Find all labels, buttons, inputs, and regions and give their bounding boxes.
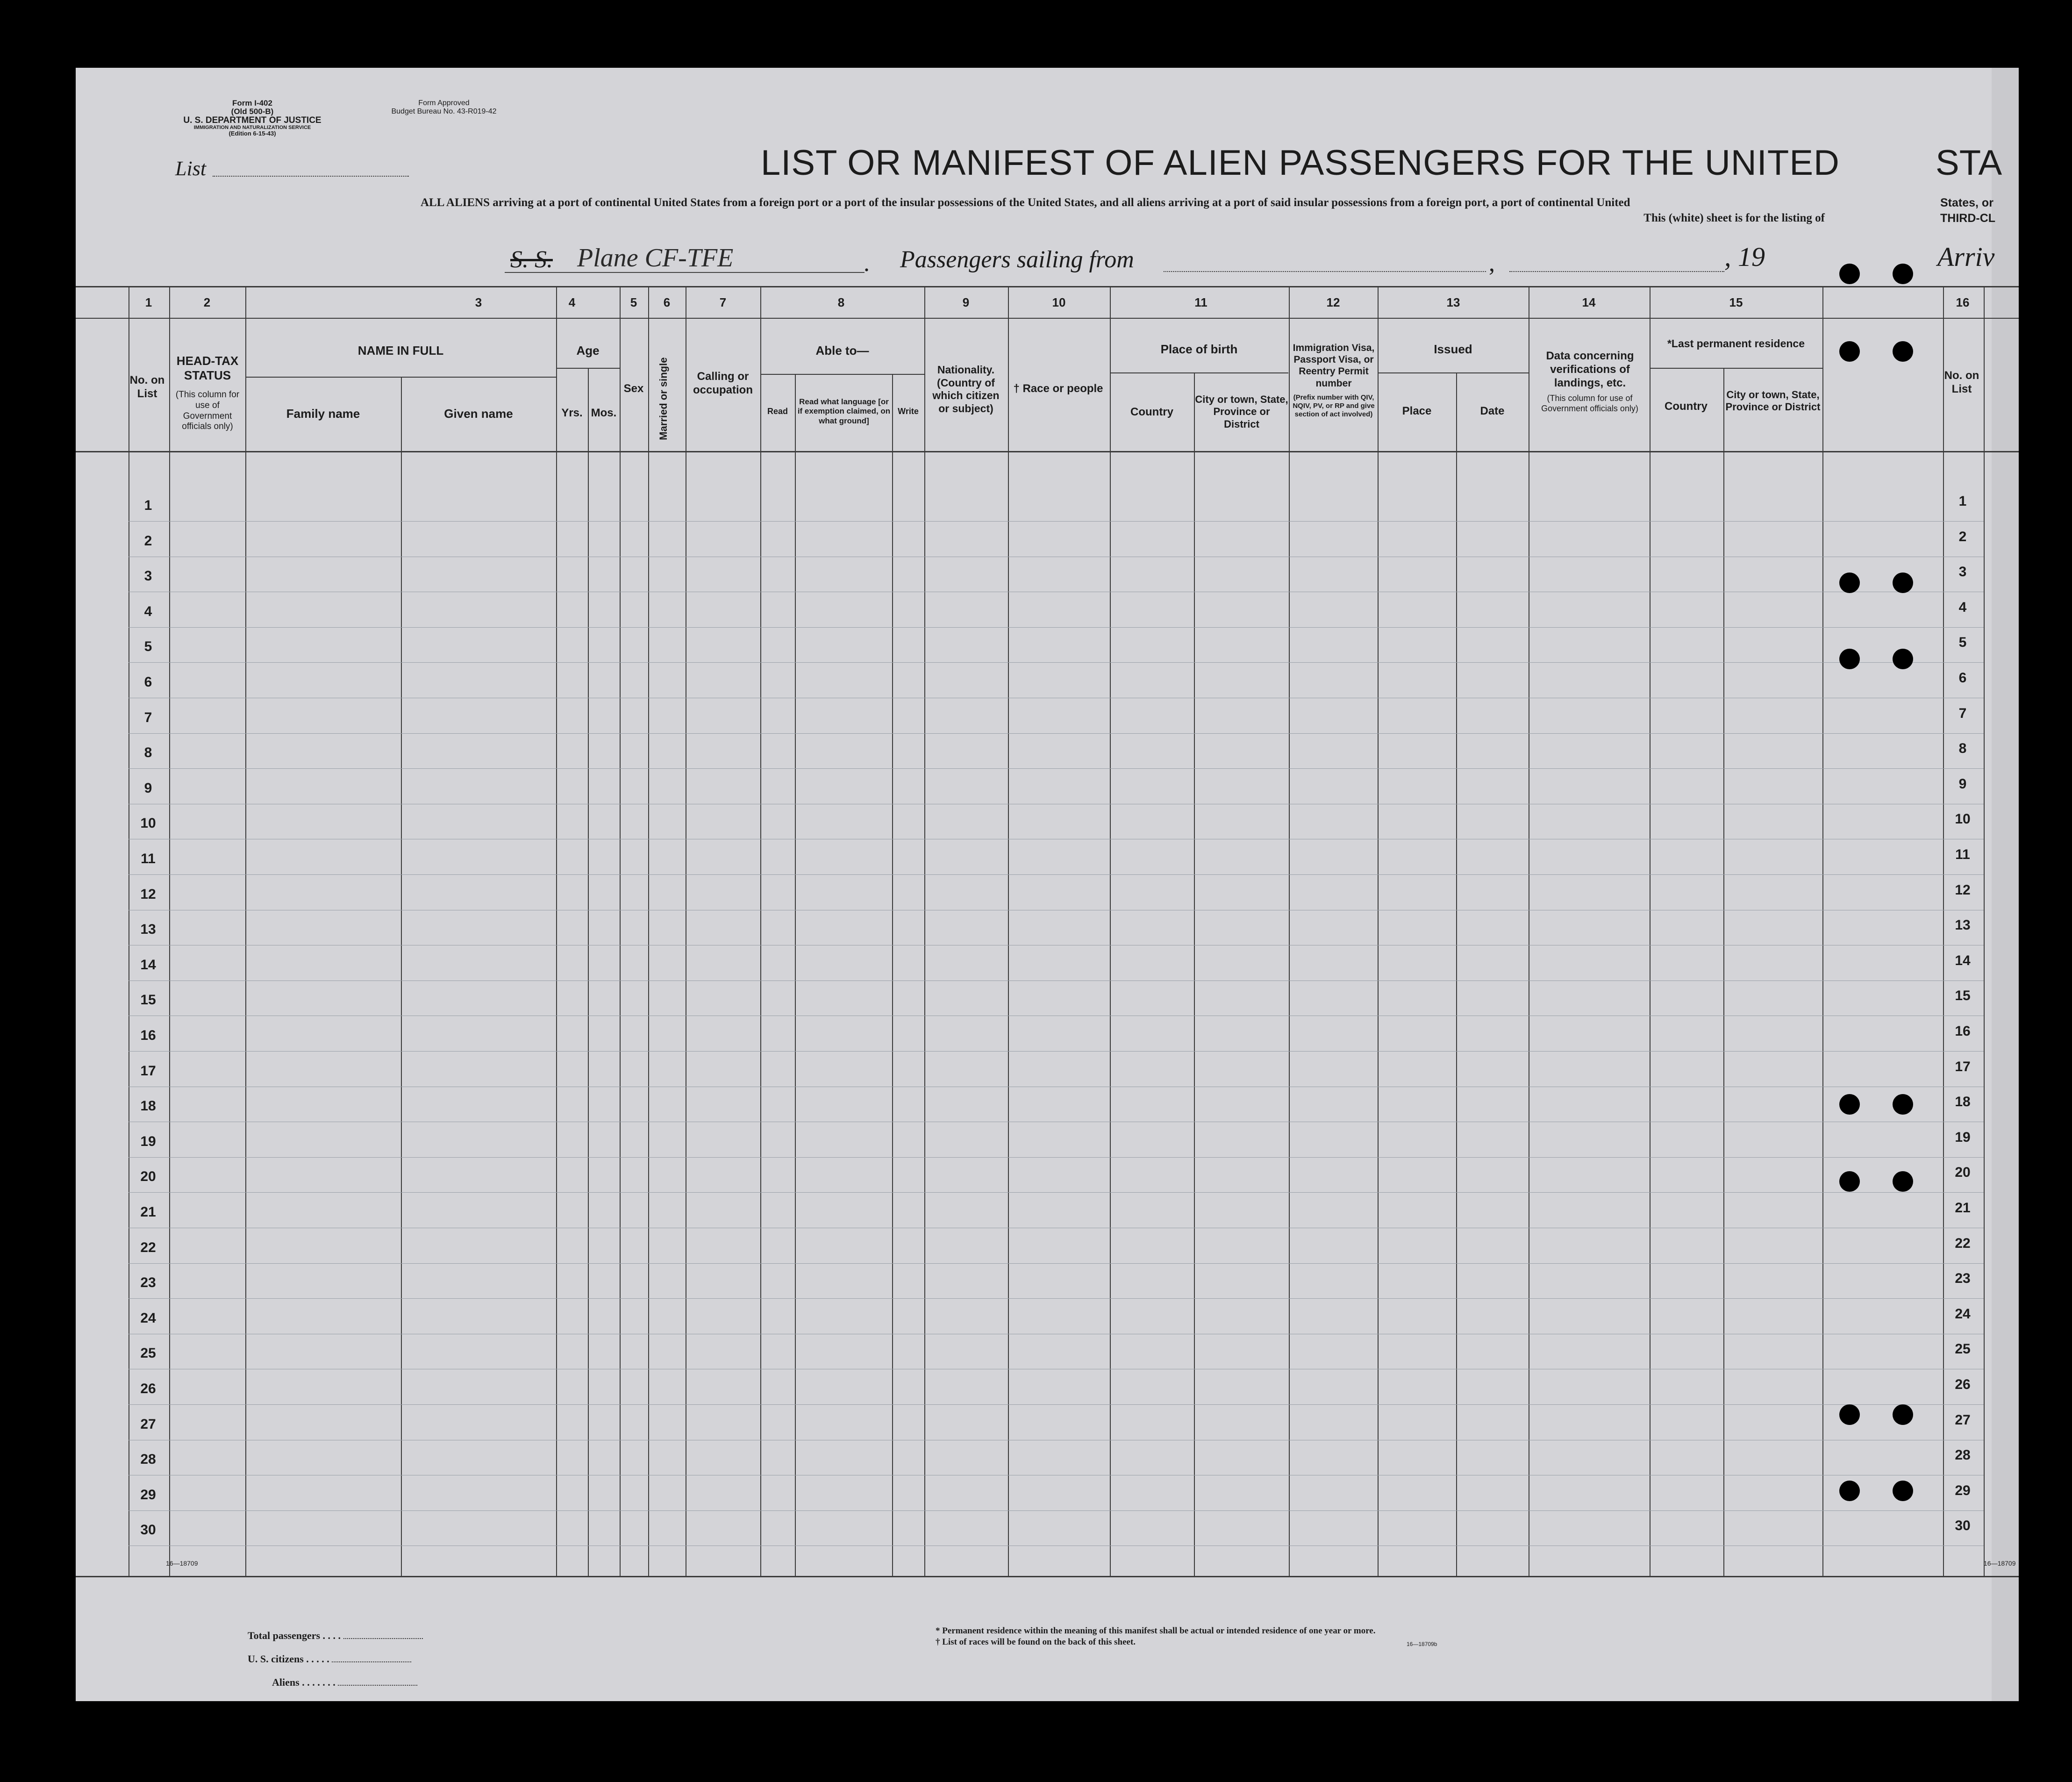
yrs-header: Yrs. [561,407,583,419]
row-rule [129,521,1984,522]
row-number-right: 9 [1958,776,1967,792]
row-number-left: 29 [140,1487,156,1503]
birth-country-header: Country [1130,406,1173,418]
punch-hole [1893,1404,1913,1425]
sailing-port-field[interactable] [1164,271,1486,272]
column-number: 2 [203,295,211,309]
row-number-right: 27 [1955,1412,1971,1428]
row-rule [129,1263,1984,1264]
issued-date-header: Date [1480,405,1505,417]
birth-subheader-line [1110,372,1288,373]
column-divider [1194,372,1195,1576]
row-rule [129,627,1984,628]
total-passengers-label: Total passengers [248,1630,321,1641]
row-number-left: 21 [140,1204,156,1220]
table-top-border [76,286,2019,287]
given-name-header: Given name [444,407,513,421]
row-number-right: 4 [1958,599,1967,615]
row-rule [129,874,1984,875]
print-code-left: 16—18709 [166,1560,198,1567]
footnote-races: † List of races will be found on the back of this sheet. [936,1637,1136,1647]
sailing-label: Passengers sailing from [900,246,1134,273]
print-code-right: 16—18709 [1984,1560,2016,1567]
row-number-left: 17 [140,1063,156,1079]
column-divider [620,286,621,1576]
subtitle-line2: This (white) sheet is for the listing of [1643,211,1825,224]
punch-hole [1893,1171,1913,1192]
row-number-right: 24 [1955,1306,1971,1322]
write-header: Write [898,407,919,416]
ship-line [505,272,865,273]
footer-print-code: 16—18709b [1407,1641,1437,1647]
column-divider [1289,286,1290,1576]
row-rule [129,980,1984,981]
subtitle-right-line2: THIRD-CL [1940,211,1996,225]
ship-name-handwritten: Plane CF-TFE [577,243,734,272]
able-subheader-line [760,374,924,375]
column-divider [795,374,796,1576]
footnotes [936,1625,1375,1648]
row-number-left: 28 [140,1452,156,1467]
column-divider [1456,372,1457,1576]
row-number-right: 30 [1955,1518,1971,1534]
column-divider [1110,286,1111,1576]
residence-city-header: City or town, State, Province or District [1725,389,1821,413]
column-number: 15 [1729,295,1743,309]
column-divider [892,374,893,1576]
column-number: 9 [962,295,970,309]
totals-block [248,1624,423,1694]
issued-header: Issued [1434,342,1472,356]
row-number-left: 11 [141,851,156,866]
column-number: 4 [568,295,576,309]
row-number-left: 15 [140,992,156,1008]
row-number-right: 7 [1958,705,1967,721]
row-number-right: 3 [1958,564,1967,580]
page-title-continuation: STA [1936,143,2002,183]
issued-subheader-line [1378,372,1529,373]
row-number-left: 12 [140,886,156,902]
row-number-left: 14 [140,957,156,973]
punch-hole [1893,1094,1913,1115]
column-number: 13 [1446,295,1460,309]
row-number-right: 16 [1955,1023,1971,1039]
row-rule [129,1510,1984,1511]
row-number-right: 8 [1958,741,1967,757]
data-concerning-header: Data concerning verifications of landings, etc. [1546,350,1634,389]
column-divider [1378,286,1379,1576]
header-bottom-border [76,451,2019,452]
column-number: 12 [1326,295,1340,309]
form-approved: Form Approved [418,99,470,107]
able-to-header: Able to— [815,344,869,358]
subtitle-line1: ALL ALIENS arriving at a port of continental United States from a foreign port or a port of the insular possessions of the United States, and all aliens arriving at a port of said insular possessions from a foreign port, a port of continental United [421,196,1630,209]
column-divider [1723,368,1724,1576]
punch-hole [1839,1481,1860,1501]
birth-city-header: City or town, State, Province or District [1195,394,1288,430]
row-number-left: 27 [140,1416,156,1432]
row-number-right: 12 [1955,882,1971,898]
nationality-header: Nationality. (Country of which citizen or subject) [932,364,1000,415]
row-number-left: 16 [140,1028,156,1043]
column-number: 11 [1194,295,1207,309]
row-number-left: 6 [144,674,152,690]
column-number: 3 [475,295,482,309]
row-number-left: 10 [140,816,156,831]
data-concerning-note: (This column for use of Government officials only) [1541,394,1638,413]
row-number-left: 1 [144,498,152,513]
row-number-left: 19 [140,1133,156,1149]
column-divider [1008,286,1009,1576]
issued-place-header: Place [1402,405,1432,417]
old-number: (Old 500-B) [231,107,274,116]
list-field[interactable] [213,176,409,177]
us-citizens-field[interactable] [332,1661,411,1662]
column-number: 14 [1582,295,1596,309]
row-number-right: 14 [1955,952,1971,968]
page-title: LIST OR MANIFEST OF ALIEN PASSENGERS FOR THE UNITED [761,143,1840,183]
row-number-left: 13 [140,922,156,938]
race-header: † Race or people [1013,382,1103,395]
ship-period: . [864,250,870,277]
row-rule [129,1192,1984,1193]
subtitle-right-line1: States, or [1940,196,1993,209]
citizens-dots: . . . . . [306,1653,329,1665]
punch-hole [1893,341,1913,362]
us-citizens-label: U. S. citizens [248,1653,304,1665]
row-rule [129,1298,1984,1299]
row-number-right: 22 [1955,1235,1971,1251]
column-divider [1943,286,1944,1576]
row-rule [129,1404,1984,1405]
row-number-right: 17 [1955,1059,1971,1074]
punch-hole [1893,264,1913,284]
residence-country-header: Country [1665,400,1708,413]
column-divider [1984,286,1985,1576]
column-number: 7 [719,295,727,309]
next-page-strip [1992,68,2019,1701]
row-number-left: 26 [140,1381,156,1396]
row-number-left: 18 [140,1098,156,1114]
punch-hole [1839,1094,1860,1115]
row-number-left: 20 [140,1169,156,1185]
budget-bureau: Budget Bureau No. 43-R019-42 [391,107,497,115]
residence-subheader-line [1650,368,1822,369]
row-number-left: 30 [140,1522,156,1538]
column-divider [1822,286,1823,1576]
row-number-left: 7 [144,709,152,725]
punch-hole [1839,264,1860,284]
aliens-dots: . . . . . . . [302,1676,336,1688]
no-on-list-right-header: No. on List [1944,369,1979,395]
row-number-right: 20 [1955,1165,1971,1181]
row-number-left: 24 [140,1310,156,1326]
row-rule [129,662,1984,663]
column-number: 16 [1956,295,1970,309]
department: U. S. DEPARTMENT OF JUSTICE [183,115,322,125]
sex-header: Sex [623,382,644,395]
visa-header: Immigration Visa, Passport Visa, or Reentry Permit number [1293,343,1375,389]
row-number-right: 18 [1955,1094,1971,1110]
ship-prefix: S. S. [510,246,553,273]
punch-hole [1839,649,1860,669]
row-number-left: 25 [140,1345,156,1361]
row-number-right: 25 [1955,1341,1971,1357]
row-rule [129,733,1984,734]
age-header: Age [576,344,600,358]
row-number-right: 28 [1955,1447,1971,1463]
row-number-right: 10 [1955,811,1971,827]
last-residence-header: *Last permanent residence [1667,337,1805,350]
column-divider [924,286,925,1576]
service: IMMIGRATION AND NATURALIZATION SERVICE [193,124,311,130]
footnote-residence: * Permanent residence within the meaning of this manifest shall be actual or intended residence of one year or more. [936,1626,1376,1636]
aliens-label: Aliens [272,1676,300,1688]
row-number-right: 23 [1955,1271,1971,1287]
edition: (Edition 6-15-43) [229,130,276,137]
column-divider [760,286,761,1576]
punch-hole [1893,649,1913,669]
row-number-left: 9 [144,780,152,796]
row-rule [129,1051,1984,1052]
subtitle-right [1940,195,1995,226]
row-number-left: 22 [140,1239,156,1255]
column-number: 10 [1052,295,1066,309]
total-passengers-field[interactable] [343,1638,423,1639]
column-number: 6 [663,295,671,309]
total-dots: . . . . [322,1630,341,1641]
year-label: , 19 [1724,242,1765,272]
column-divider [588,368,589,1576]
form-number: Form I-402 [232,99,272,107]
place-of-birth-header: Place of birth [1160,342,1238,356]
calling-header: Calling or occupation [693,370,753,396]
sailing-comma: , [1489,250,1495,277]
punch-hole [1839,1171,1860,1192]
column-divider [169,286,170,1576]
subtitle [421,195,1825,226]
row-number-left: 3 [144,568,152,584]
column-divider [648,286,649,1576]
table-bottom-border [76,1576,2019,1577]
read-language-header: Read what language [or if exemption claimed, on what ground] [797,397,891,425]
row-number-left: 4 [144,603,152,619]
row-number-right: 2 [1958,529,1967,544]
mos-header: Mos. [591,407,617,419]
no-on-list-header: No. on List [129,374,165,400]
list-label: List [175,157,207,180]
row-number-right: 21 [1955,1200,1971,1216]
row-number-left: 2 [144,533,152,549]
row-rule [129,768,1984,769]
punch-hole [1839,341,1860,362]
punch-hole [1839,1404,1860,1425]
read-header: Read [767,407,788,416]
column-number: 1 [145,295,152,309]
row-number-left: 23 [140,1275,156,1291]
aliens-row [248,1671,423,1694]
punch-hole [1893,1481,1913,1501]
number-row-border [76,318,2019,319]
punch-hole [1839,573,1860,593]
arriving-label: Arriv [1937,242,1995,272]
approval-info [374,99,514,115]
sailing-date-field[interactable] [1509,271,1724,272]
head-tax-header: HEAD-TAX STATUS [176,354,239,383]
column-number: 5 [630,295,637,309]
manifest-sheet [76,68,1995,1701]
row-number-right: 13 [1955,917,1971,933]
total-passengers-row [248,1624,423,1647]
aliens-field[interactable] [338,1685,417,1686]
us-citizens-row [248,1647,423,1671]
row-number-left: 8 [144,745,152,761]
row-number-right: 1 [1958,494,1967,509]
row-number-right: 6 [1958,670,1967,686]
visa-note: (Prefix number with QIV, NQIV, PV, or RP and give section of act involved) [1293,394,1375,418]
punch-hole [1893,573,1913,593]
row-number-right: 26 [1955,1377,1971,1392]
row-number-right: 15 [1955,988,1971,1004]
row-rule [129,1157,1984,1158]
married-header: Married or single [657,357,669,440]
family-name-header: Family name [286,407,360,421]
row-number-right: 5 [1958,635,1967,651]
column-divider [556,286,557,1576]
column-number: 8 [837,295,845,309]
row-number-left: 5 [144,639,152,655]
row-number-right: 11 [1955,847,1970,862]
row-number-right: 19 [1955,1129,1971,1145]
column-divider [245,286,246,1576]
row-number-right: 29 [1955,1482,1971,1498]
name-in-full-header: NAME IN FULL [357,344,444,358]
head-tax-note: (This column for use of Government officials only) [175,390,240,432]
form-info [154,99,350,137]
